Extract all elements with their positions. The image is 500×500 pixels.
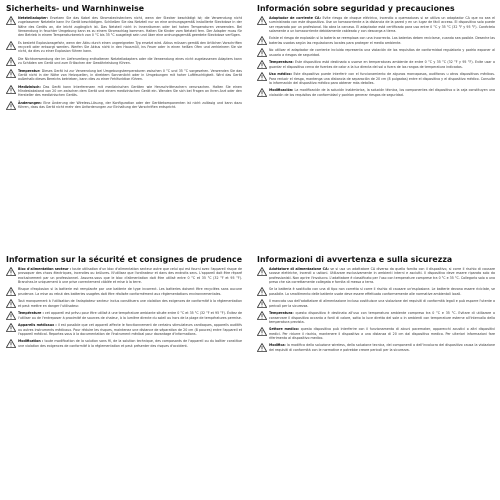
entry-text [18, 267, 242, 284]
entry-body-text: Die Nichtverwendung der im Lieferumfang enthaltenen Netzteiladapters oder die Verwendung eines nicht zugelassenen Adapters kann zu Schäden am Gerät und zum Erlöschen der Gewährleistung führen. [18, 56, 242, 66]
warning-triangle-icon [6, 287, 16, 296]
entry-text [269, 299, 495, 308]
warning-entry [6, 311, 242, 320]
warning-triangle-icon [257, 16, 267, 25]
entry-body-text: Existe el riesgo de explosión si la batería se reemplaza con una incorrecta. Las baterías deben reciclarse, cuando sea posible. Deseche las baterías usadas según las regulaciones locales para proteger el medio ambiente. [269, 36, 495, 45]
warning-triangle-icon [6, 85, 16, 94]
entry-text [269, 287, 495, 296]
entry-body-text: No utilizar el adaptador de corriente incluido representa una violación de los requisitos de conformidad regulatoria y podría exponer al usuario a riesgos de seguridad. [269, 48, 495, 57]
entry-text [18, 287, 242, 296]
warning-triangle-icon [6, 311, 16, 320]
warning-triangle-icon [257, 267, 267, 276]
entry-text [269, 88, 495, 97]
entry-text [269, 72, 495, 85]
entry-body-text: Se la batteria è sostituita con una di tipo non corretto si corre il rischio di causare un'esplosione. Le batterie devono essere riciclate, se possibile. Lo smaltimento delle batterie usate deve essere effettuato conformemente alle normative ambientali locali. [269, 287, 495, 296]
entry-text [269, 327, 495, 340]
entry-label: Modification : [18, 339, 44, 344]
entry-label: Medizinisch: [18, 84, 41, 89]
entry-text [18, 41, 242, 54]
entry-body-text: La modificación de la solución inalámbrica, la solución técnica, los componentes del dispositivo o la caja constituyen una violación de los requisitos de conformidad y podrían generar riesgos de seguridad. [269, 88, 495, 97]
warning-triangle-icon [257, 343, 267, 352]
entry-body-text: Risque d'explosion si la batterie est remplacée par une batterie de type incorrect. Les batteries doivent être recyclées sans aucune prudence. La mise au rebut des batteries usagées doit être réalisée conformément aux réglementations environnementales. [18, 287, 242, 296]
warning-entry [257, 299, 495, 308]
warning-triangle-icon [257, 287, 267, 296]
warning-entry [6, 85, 242, 98]
warning-triangle-icon [6, 16, 16, 25]
section-german [6, 4, 242, 248]
warning-triangle-icon [6, 69, 16, 78]
warning-entry [257, 327, 495, 340]
entry-label: Température : [18, 311, 44, 316]
section-title: Sicherheits- und Warnhinweise [6, 4, 145, 13]
entry-body-text: la modifica della soluzione wireless, della soluzione tecnica, dei componenti o dell'involucro del dispositivo causa la violazione dei requisiti di conformità con le normative e potrebbe creare pericoli per la sicurezza. [269, 343, 495, 352]
warning-entry [257, 343, 495, 352]
warning-entry [6, 57, 242, 66]
warning-entry [6, 101, 242, 110]
entry-text [269, 343, 495, 352]
warning-entry [6, 41, 242, 54]
warning-triangle-icon [257, 48, 267, 57]
warning-triangle-icon [6, 299, 16, 308]
entry-text [18, 299, 242, 308]
entry-label: Appareils médicaux : [18, 323, 57, 328]
entry-body-text: Dieses Gerät ist zur Verwendung bei Umgebungstemperaturen zwischen 0 °C und 35 °C vorgesehen. Verwenden Sie das Gerät nicht in der Nähe von Heizquellen, in direktem Sonnenlicht oder in Umgebungen mit hoher Luftfeuchtigkeit. Wird das Gerät außerhalb dieses Bereichs betrieben, kann dies zu einer Fehlfunktion führen. [18, 68, 242, 82]
warning-triangle-icon [257, 36, 267, 45]
entry-text [269, 48, 495, 57]
warning-triangle-icon [257, 88, 267, 97]
entry-body-text: toute modification de la solution sans fil, de la solution technique, des composants de l'appareil ou du boîtier constitue une violation des exigences de conformité à la réglementation et peut présenter des risques d'accident. [18, 339, 242, 348]
warning-entry [257, 16, 495, 33]
entry-label: Bloc d'alimentation secteur : [18, 267, 72, 271]
warning-entry [6, 267, 242, 284]
entry-label: Modificación: [269, 88, 294, 93]
warning-triangle-icon [6, 101, 16, 110]
warning-triangle-icon [6, 339, 16, 348]
entry-text [269, 16, 495, 33]
warning-entry [257, 267, 495, 284]
warning-entry [257, 287, 495, 296]
warning-entry [6, 299, 242, 308]
entry-text [269, 267, 495, 284]
entry-label: Änderungen: [18, 100, 42, 105]
warning-triangle-icon [257, 60, 267, 69]
entry-body-text: questo dispositivo può interferire con il funzionamento di alcuni pacemaker, apparecchi acustici o altri dispositivi medici. Per ridurre il rischio, mantenere il dispositivo a una distanza di 20 cm dal dispositivo medico. Per ulteriori informazioni fare riferimento al dispositivo medico. [269, 327, 495, 341]
warning-triangle-icon [6, 323, 16, 332]
entry-body-text: cet appareil est prévu pour être utilisé à une température ambiante située entre 0 °C et 35 °C (32 °F et 95 °F). Évitez de l'utiliser ou de l'entreposer à proximité de sources de chaleur, à la lumière directe du soleil ou hors de la plage de températures permise. [18, 311, 242, 320]
entry-text [18, 311, 242, 320]
entry-label: Modifica: [269, 343, 286, 348]
warning-triangle-icon [257, 311, 267, 320]
entry-text [269, 60, 495, 69]
section-title: Informazioni di avvertenza e sulla sicurezza [257, 255, 453, 264]
entry-body-text: Das Gerät kann Interferenzen mit medizinischen Geräten wie Herzschrittmachern verursachen. Halten Sie einen Mindestabstand von 20 cm zwischen dem Gerät und einem medizinischen Gerät ein. Wenden Sie sich bei Fragen an Ihren Arzt oder den Hersteller des medizinischen Geräts. [18, 84, 242, 98]
entry-text [18, 101, 242, 110]
warning-entry [6, 339, 242, 348]
entry-label: Adattatore di alimentazione CA: [269, 267, 329, 271]
entry-body-text: toute utilisation d'un bloc d'alimentation secteur autre que celui qui est fourni avec l'appareil risque de provoquer des chocs électriques, incendies ou brûlures. N'utilisez que l'ordinateur et dans des endroits secs. L'appareil doit être réparé exclusivement par un professionnel. Assurez-vous que le bloc d'alimentation doit être utilisé entre 0 °C et 35 °C (32 °F et 95 °F). Branchez-le uniquement à une prise correctement câblée et mise à la terre. [18, 267, 242, 285]
warning-entry [6, 16, 242, 38]
section-italian [257, 255, 495, 495]
entry-body-text: se si usa un adattatore CA diverso da quello fornito con il dispositivo, si corre il rischio di causare scosse elettriche, incendi o ustioni. Utilizzare esclusivamente in ambienti interni e asciutti. Il dispositivo deve essere riparato solo da professionisti. Non aprire l'involucro. L'adattatore è classificato per l'uso con temperature comprese tra 0 °C e 35 °C. Collegarlo solo a una presa che sia correttamente collegata e fornita di messa a terra. [269, 267, 495, 285]
warning-entry [257, 72, 495, 85]
warning-triangle-icon [6, 57, 16, 66]
section-french [6, 255, 242, 495]
entry-body-text: questo dispositivo è destinato all'uso con temperatura ambiente compresa tra 0 °C e 35 °C. Evitare di utilizzare o conservare il dispositivo accanto a fonti di calore, sotto la luce diretta del sole o in ambienti con temperature esterne all'intervallo della temperatura prevista. [269, 311, 495, 325]
entry-label: Temperatura: [269, 60, 294, 65]
entry-label: Settore medico: [269, 327, 300, 332]
entry-body-text: Este dispositivo puede interferir con el funcionamiento de algunos marcapasos, audífonos u otros dispositivos médicos. Para reducir el riesgo, mantenga una distancia de separación de 20 cm (8 pulgadas) entre el dispositivo y el dispositivo médico. Consulte la información del dispositivo médico para obtener más detalles. [269, 72, 495, 86]
entry-label: Temperatur: [18, 68, 41, 73]
entry-body-text: Es besteht Explosionsgefahr, wenn der Akku durch einen ungeeigneten Typ ersetzt wird. Akkus müssen gemäß den örtlichen Vorschriften recycelt oder entsorgt werden. Werfen Sie Akkus nicht in den Hausmüll, ins Feuer oder in einen heißen Ofen und zerkleinern Sie sie nicht, da dies zu einer Explosion führen kann. [18, 40, 242, 54]
warning-entry [257, 88, 495, 97]
entry-text [18, 339, 242, 348]
section-title: Information sur la sécurité et consignes de prudence [6, 255, 242, 264]
entry-body-text: il est possible que cet appareil affecte le fonctionnement de certains stimulateurs cardiaques, appareils auditifs ou autres instruments médicaux. Pour réduire les risques, maintenez une distance de séparation de 20 cm (8 pouces) entre l'appareil et l'appareil médical. Reportez-vous à la documentation de l'instrument médical pour davantage d'informations. [18, 323, 242, 337]
entry-text [18, 85, 242, 98]
entry-body-text: Eine Änderung der Wireless-Lösung, der Konfiguration oder der Gerätekomponenten ist nicht zulässig und kann dazu führen, dass das Gerät nicht mehr den Anforderungen zur Einhaltung der Vorschriften entspricht. [18, 100, 242, 110]
warning-entry [257, 48, 495, 57]
entry-body-text: Il mancato uso dell'adattatore di alimentazione incluso costituisce una violazione dei requisiti di conformità legali e può esporre l'utente a pericoli per la sicurezza. [269, 299, 495, 308]
entry-body-text: Evite riesgo de choque eléctrico, incendio o quemaduras si se utiliza un adaptador CA que no sea el suministrado con este dispositivo. Use un tomacorriente a la distancia de la pared y en un lugar de fácil acceso. El dispositivo solo puede ser reparado por un profesional. No abra la carcasa. El adaptador está certificado para uso entre 0 °C y 35 °C (32 °F y 95 °F). Conéctelo solamente a un tomacorriente debidamente cableado y con descarga a tierra. [269, 16, 495, 34]
warning-entry [6, 69, 242, 82]
entry-text [269, 36, 495, 45]
warning-triangle-icon [257, 299, 267, 308]
entry-label: Adaptador de corriente CA: [269, 16, 321, 20]
warning-entry [6, 287, 242, 296]
section-title: Información sobre seguridad y precauciones [257, 4, 455, 13]
entry-label: Uso médico: [269, 72, 292, 77]
warning-triangle-icon [6, 267, 16, 276]
entry-text [18, 69, 242, 82]
warning-entry [257, 36, 495, 45]
warning-entry [257, 311, 495, 324]
entry-body-text: Este dispositivo está destinado a usarse en temperaturas ambiente de entre 0 °C y 35 °C (32 °F y 95 °F). Evite usar o guardar el dispositivo cerca de fuentes de calor a la luz directa del sol o fuera de los rangos de temperatura indicados. [269, 60, 495, 69]
entry-text [18, 323, 242, 336]
warning-triangle-icon [257, 72, 267, 81]
warning-entry [6, 323, 242, 336]
entry-text [18, 16, 242, 38]
warning-triangle-icon [257, 327, 267, 336]
section-spanish [257, 4, 495, 248]
warning-entry [257, 60, 495, 69]
entry-body-text: Ersetzen Sie das Kabel des Stromstecksteckers nicht, wenn der Stecker beschädigt ist; die Verwendung nicht zugelassener Netzteile kann Ihr Gerät beschädigen. Schließen Sie das Netzteil nur an eine ordnungsgemäß installierte Steckdose in der Nähe des Geräts an, die leicht zugänglich ist. Das Netzteil nicht in Innenräumen oder bei hohen Temperaturen verwenden. Bei Verwendung in feuchter Umgebung kann es zu einem Stromschlag kommen. Halten Sie Kinder vom Netzteil fern. Der Adapter muss für den Betrieb in einem Temperaturbereich von 0 °C bis 35 °C ausgelegt sein und über eine ordnungsgemäß geerdete Steckdose verfügen. [18, 16, 242, 38]
entry-text [18, 57, 242, 66]
entry-label: Temperatura: [269, 311, 294, 316]
warning-triangle-icon [6, 41, 16, 50]
entry-text [269, 311, 495, 324]
entry-label: Netzteiladapter: [18, 16, 49, 20]
entry-body-text: Tout manquement à l'utilisation de l'adaptateur secteur inclus constituera une violation des exigences de conformité à la réglementation et peut mettre en danger l'utilisateur. [18, 299, 242, 308]
